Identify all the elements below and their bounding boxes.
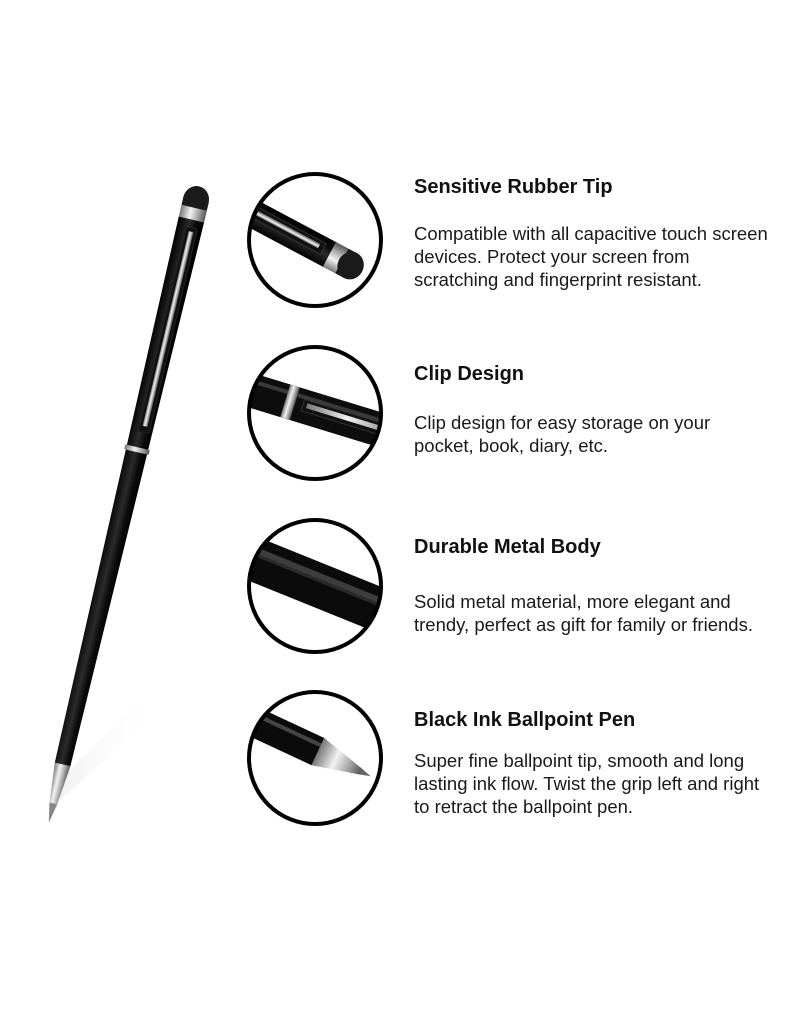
feature-desc-metal-body: Solid metal material, more elegant and trendy, perfect as gift for family or friends. [414, 591, 753, 635]
feature-title-metal-body: Durable Metal Body [414, 536, 601, 558]
metal-body-closeup-icon [245, 516, 385, 656]
feature-desc-clip: Clip design for easy storage on your pocket, book, diary, etc. [414, 412, 711, 456]
rubber-tip-closeup-icon [245, 170, 385, 310]
feature-title-ballpoint: Black Ink Ballpoint Pen [414, 709, 636, 731]
ballpoint-tip-closeup-icon [245, 688, 385, 828]
feature-desc-ballpoint: Super fine ballpoint tip, smooth and long lasting ink flow. Twist the grip left and right to retract the ballpoint pen. [414, 750, 760, 817]
clip-closeup-icon [245, 343, 385, 483]
feature-title-rubber-tip: Sensitive Rubber Tip [414, 176, 613, 198]
feature-desc-rubber-tip: Compatible with all capacitive touch screen devices. Protect your screen from scratching and fingerprint resistant. [414, 223, 768, 290]
feature-title-clip: Clip Design [414, 363, 525, 385]
